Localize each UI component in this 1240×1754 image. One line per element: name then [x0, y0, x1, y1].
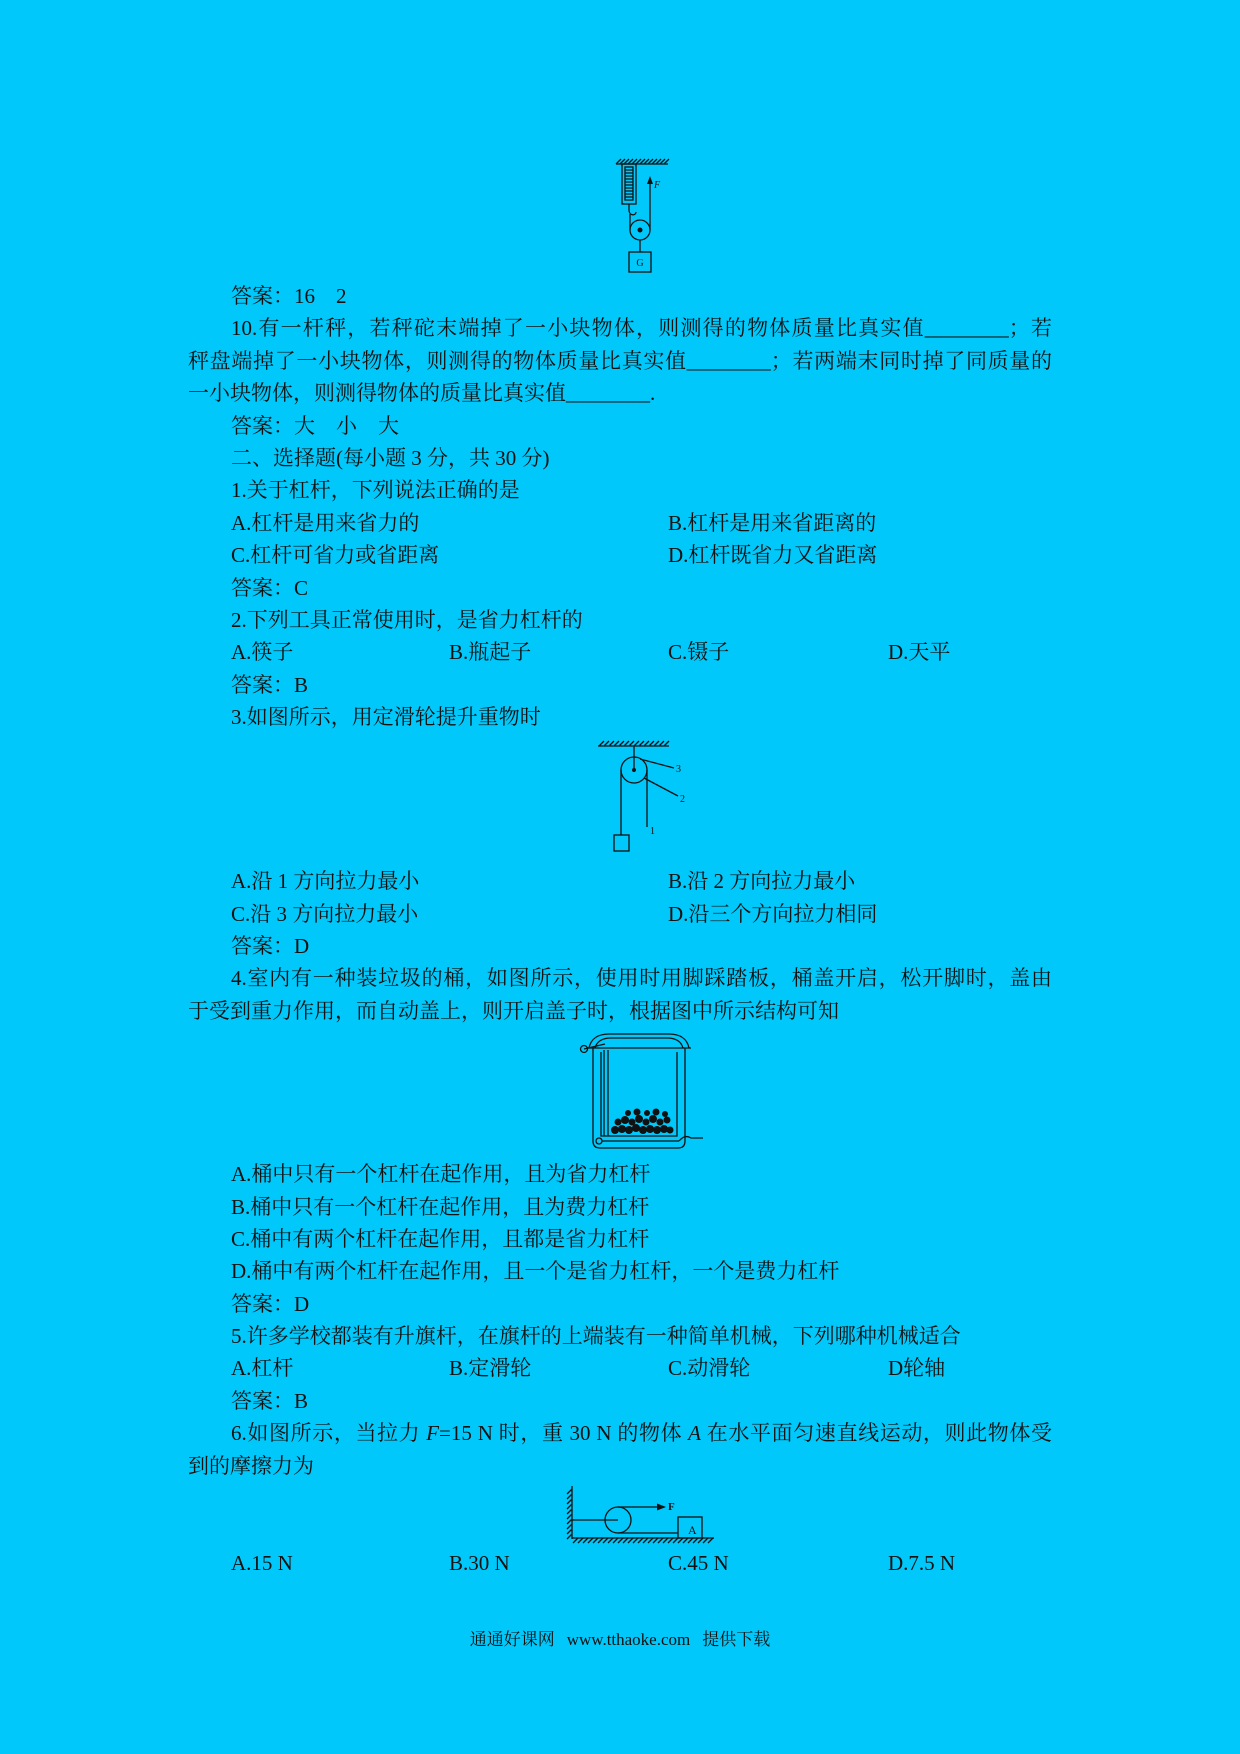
- pulley-axle: [638, 228, 643, 233]
- trash-can-diagram: [575, 1030, 707, 1154]
- q3-figure-fixed-pulley: [188, 733, 1052, 865]
- q4-option-c: C.桶中有两个杠杆在起作用，且都是省力杠杆: [231, 1226, 650, 1251]
- choice-section-heading: 二、选择题(每小题 3 分，共 30 分): [231, 445, 550, 470]
- lid-inner: [595, 1038, 683, 1048]
- direction-label-3: 3: [676, 764, 681, 776]
- q1-option-b: B.杠杆是用来省距离的: [668, 510, 877, 535]
- q2-option-c: C.镊子: [668, 640, 730, 665]
- q6-object-symbol: A: [688, 1421, 701, 1446]
- q3-option-d: D.沿三个方向拉力相同: [668, 901, 878, 926]
- q9-answer: 答案：16 2: [231, 284, 347, 308]
- can-inner-wall: [601, 1052, 677, 1136]
- q2-option-d: D.天平: [888, 640, 951, 665]
- direction-label-2: 2: [680, 794, 685, 806]
- q10-stem-line-1: 10.有一杆秤，若秤砣末端掉了一小块物体，则测得的物体质量比真实值________；若: [231, 316, 1052, 341]
- q6-options-row: [188, 1547, 1052, 1579]
- q4-option-d: D.桶中有两个杠杆在起作用，且一个是省力杠杆，一个是费力杠杆: [231, 1259, 840, 1284]
- q2-stem: 2.下列工具正常使用时，是省力杠杆的: [231, 607, 583, 632]
- q4-stem-line-1: 4.室内有一种装垃圾的桶，如图所示，使用时用脚踩踏板，桶盖开启，松开脚时，盖由: [231, 966, 1052, 991]
- q6-stem-line-2: 到的摩擦力为: [188, 1453, 314, 1478]
- q4-option-b: B.桶中只有一个杠杆在起作用，且为费力杠杆: [231, 1194, 650, 1219]
- q3-answer: 答案：D: [231, 933, 310, 958]
- q5-stem: 5.许多学校都装有升旗杆，在旗杆的上端装有一种简单机械，下列哪种机械适合: [231, 1324, 961, 1349]
- q1-option-a: A.杠杆是用来省力的: [231, 510, 420, 535]
- q6-stem-text-2: =15 N 时，重 30 N 的物体: [439, 1421, 689, 1446]
- garbage-pile: [611, 1109, 674, 1135]
- q5-options-row: [188, 1352, 1052, 1384]
- horizontal-pulley-diagram: [560, 1483, 720, 1547]
- q3-option-a: A.沿 1 方向拉力最小: [231, 869, 420, 894]
- q10-answer: 答案：大 小 大: [231, 413, 399, 438]
- force-label: F: [654, 180, 661, 191]
- q6-stem-text-1: 6.如图所示，当拉力: [231, 1421, 427, 1446]
- q6-option-d: D.7.5 N: [888, 1551, 956, 1576]
- q4-option-a: A.桶中只有一个杠杆在起作用，且为省力杠杆: [231, 1162, 651, 1187]
- q4-answer: 答案：D: [231, 1291, 310, 1316]
- q6-option-c: C.45 N: [668, 1551, 729, 1576]
- q1-option-c: C.杠杆可省力或省距离: [231, 543, 440, 568]
- q10-stem-line-3: 一小块物体，则测得物体的质量比真实值________.: [188, 381, 656, 406]
- q5-answer: 答案：B: [231, 1388, 309, 1413]
- ceiling-hatch: [616, 159, 669, 164]
- q3-option-b: B.沿 2 方向拉力最小: [668, 869, 856, 894]
- spring-scale-marks: [625, 170, 633, 197]
- wall-hatch: [567, 1489, 572, 1539]
- scale-hook: [629, 204, 636, 215]
- q4-figure-trash-can: [188, 1027, 1052, 1158]
- q6-stem-text-3: 在水平面匀速直线运动，则此物体受: [700, 1421, 1052, 1446]
- q3-options-row-1: [188, 865, 1052, 897]
- exam-page-content: [188, 0, 1052, 1580]
- force-arrow-head: [657, 1504, 666, 1511]
- q1-options-row-1: [188, 507, 1052, 539]
- q1-answer: 答案：C: [231, 575, 309, 600]
- footer-suffix: 提供下载: [702, 1630, 771, 1649]
- page-footer: [0, 1626, 1240, 1654]
- q5-option-b: B.定滑轮: [449, 1356, 532, 1381]
- q3-options-row-2: [188, 898, 1052, 930]
- fixed-pulley-diagram: [595, 739, 695, 859]
- footer-url: www.tthaoke.com: [566, 1630, 691, 1649]
- q9-figure-movable-pulley: [188, 0, 1052, 280]
- block-label: A: [688, 1523, 697, 1538]
- rope-direction-2: [644, 778, 678, 796]
- q6-figure-horizontal-pulley: [188, 1482, 1052, 1547]
- direction-label-1: 1: [650, 826, 655, 838]
- q4-stem-line-2: 于受到重力作用，而自动盖上，则开启盖子时，根据图中所示结构可知: [188, 998, 839, 1023]
- spring-scale-inner: [625, 167, 633, 200]
- q2-answer: 答案：B: [231, 672, 309, 697]
- q5-option-d: D轮轴: [888, 1356, 946, 1381]
- q6-stem-line-1: [188, 1417, 1052, 1449]
- ceiling-hatch: [599, 741, 669, 746]
- q2-options-row: [188, 636, 1052, 668]
- q5-option-c: C.动滑轮: [668, 1356, 751, 1381]
- footer-site-name: 通通好课网: [469, 1630, 555, 1649]
- q3-stem: 3.如图所示，用定滑轮提升重物时: [231, 705, 541, 730]
- load-box: [614, 835, 629, 851]
- force-label: F: [668, 1501, 675, 1514]
- floor-hatch: [573, 1538, 713, 1543]
- q2-option-b: B.瓶起子: [449, 640, 532, 665]
- q6-option-b: B.30 N: [449, 1551, 510, 1576]
- pivot-circle: [596, 1138, 602, 1144]
- pulley-axle: [632, 768, 636, 772]
- q1-options-row-2: [188, 539, 1052, 571]
- q1-option-d: D.杠杆既省力又省距离: [668, 543, 878, 568]
- q10-stem-line-2: 秤盘端掉了一小块物体，则测得的物体质量比真实值________；若两端末同时掉了同质量的: [188, 348, 1052, 373]
- q6-option-a: A.15 N: [231, 1551, 293, 1576]
- weight-label: G: [636, 258, 644, 269]
- force-arrow-head: [647, 176, 653, 184]
- q6-force-symbol: F: [426, 1421, 439, 1446]
- q2-option-a: A.筷子: [231, 640, 294, 665]
- q1-stem: 1.关于杠杆，下列说法正确的是: [231, 478, 520, 503]
- q5-option-a: A.杠杆: [231, 1356, 294, 1381]
- q3-option-c: C.沿 3 方向拉力最小: [231, 901, 419, 926]
- foot-pedal: [679, 1137, 703, 1141]
- lid-outer: [589, 1034, 689, 1048]
- movable-pulley-diagram: [610, 152, 672, 276]
